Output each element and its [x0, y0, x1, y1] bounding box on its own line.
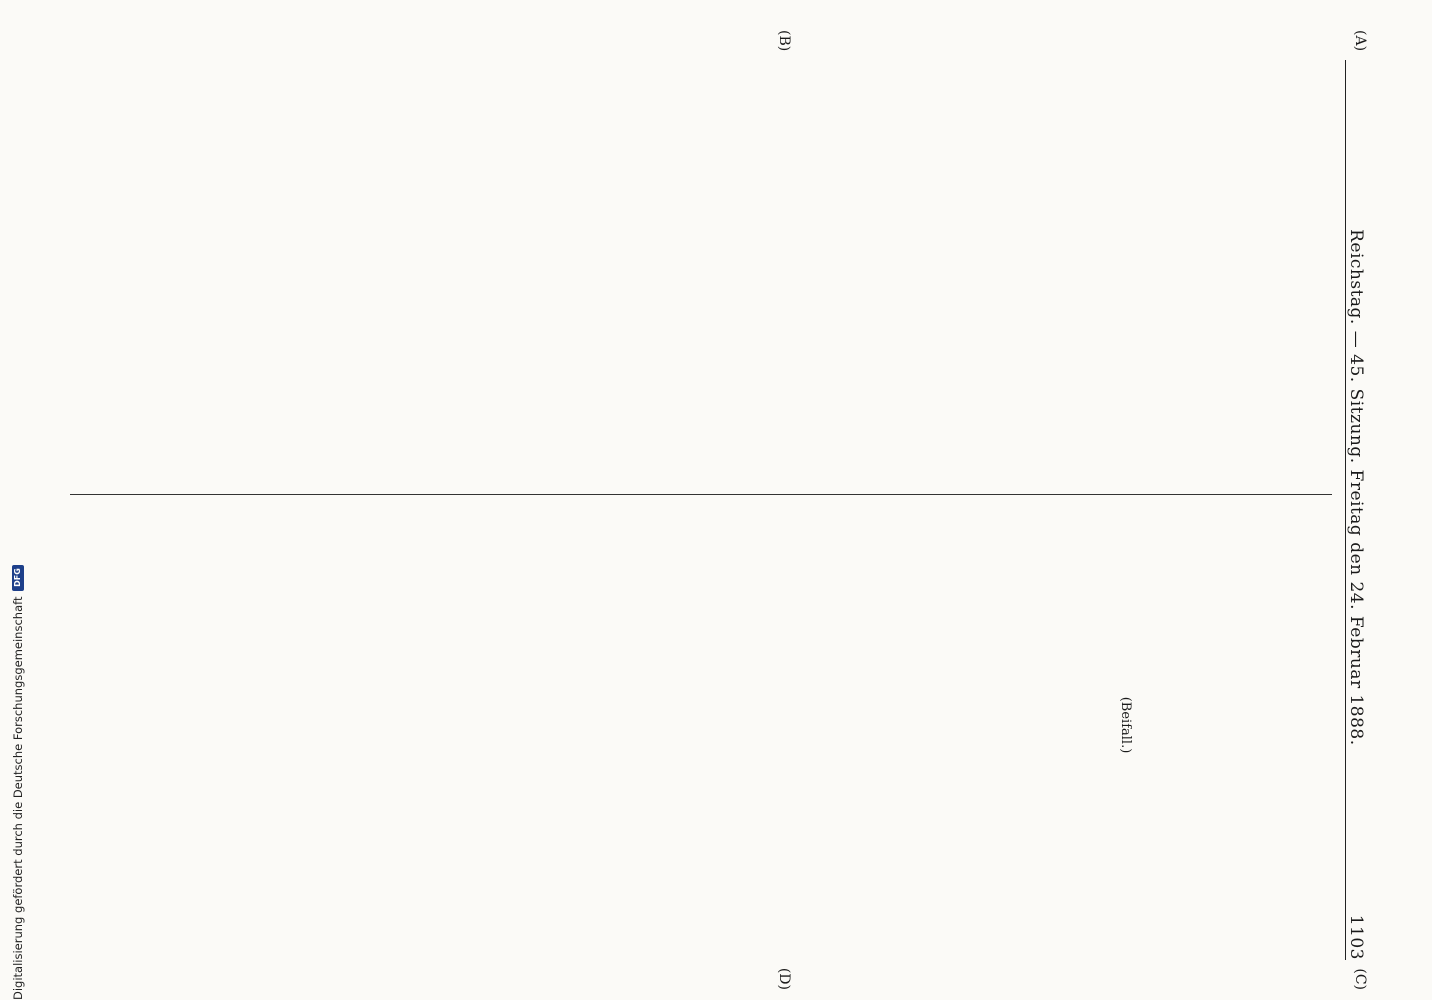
margin-mark-b: (B): [776, 30, 792, 52]
dfg-logo-icon: DFG: [12, 565, 24, 591]
column-divider: [70, 494, 1332, 495]
margin-mark-d: (D): [776, 967, 792, 990]
right-paragraph: [1163, 510, 1182, 940]
right-paragraph: [1213, 510, 1232, 940]
right-paragraph: [1188, 510, 1207, 940]
left-paragraph: [1238, 60, 1257, 490]
left-paragraph: [1188, 60, 1207, 490]
right-paragraph: [1313, 510, 1332, 940]
left-column: [70, 60, 1332, 490]
margin-mark-c: (C): [1352, 968, 1368, 990]
right-paragraph: [1238, 510, 1257, 940]
left-paragraph: [1263, 60, 1282, 490]
closing-remark: (Beifall.): [1118, 696, 1133, 754]
right-paragraph: [1288, 510, 1307, 940]
margin-mark-a: (A): [1352, 30, 1368, 52]
right-column: [70, 510, 1332, 940]
page-number: 1103: [1346, 914, 1366, 960]
digitization-credit: [6, 0, 30, 1000]
credit-text: Digitalisierung gefördert durch die Deutsche Forschungsgemeinschaft: [11, 596, 25, 1000]
header-title: Reichstag. — 45. Sitzung. Freitag den 24. Februar 1888.: [1346, 229, 1366, 746]
left-paragraph: [1288, 60, 1307, 490]
left-paragraph: [1163, 60, 1182, 490]
page-header: [1345, 60, 1374, 960]
left-paragraph: [1138, 60, 1157, 490]
right-paragraph: [1263, 510, 1282, 940]
left-paragraph: [1213, 60, 1232, 490]
left-paragraph: [1313, 60, 1332, 490]
